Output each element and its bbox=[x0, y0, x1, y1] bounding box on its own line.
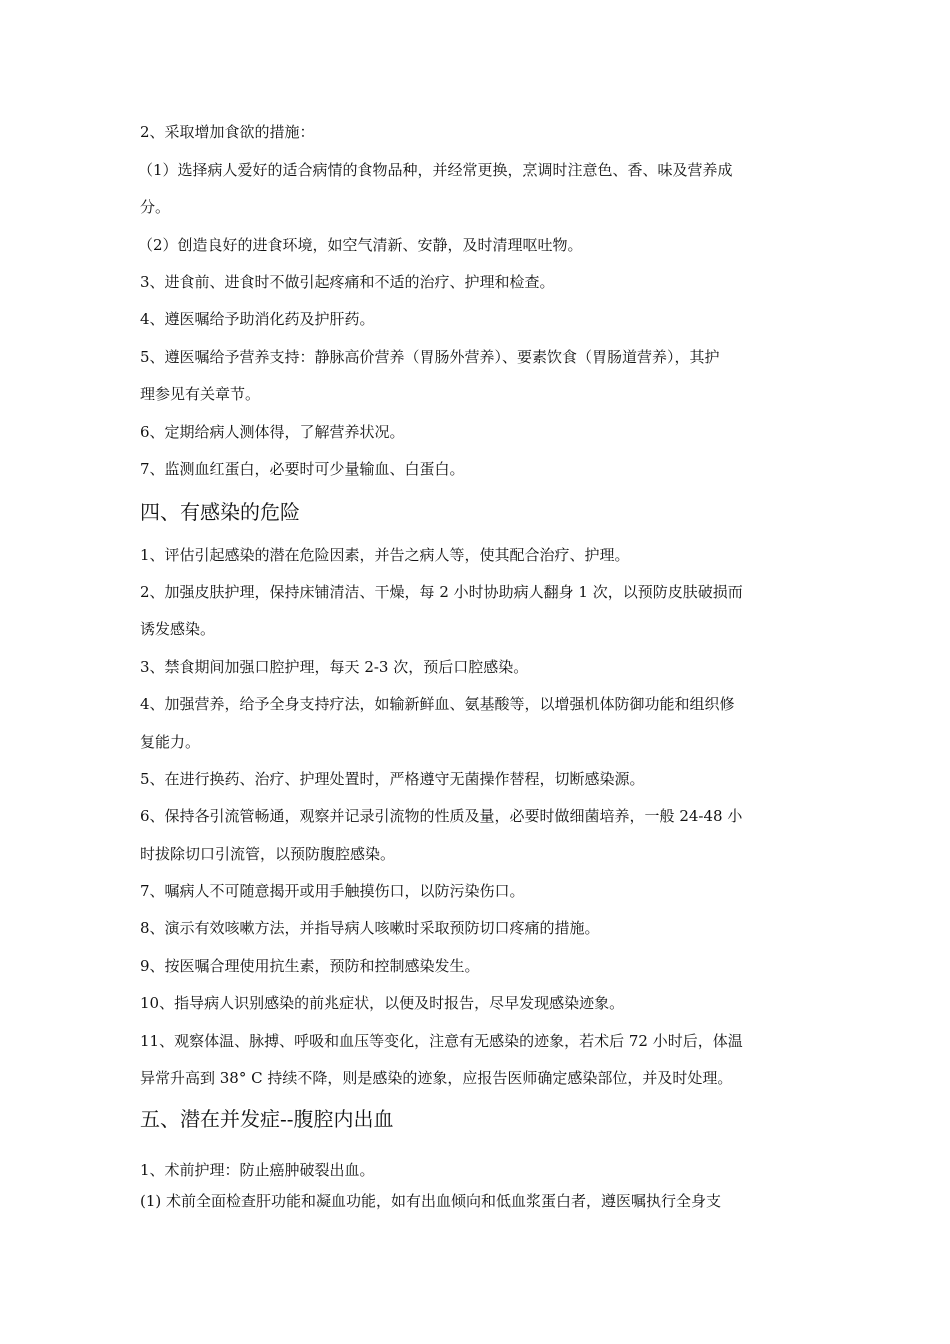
text-line: 9、按医嘱合理使用抗生素，预防和控制感染发生。 bbox=[140, 957, 480, 975]
text-line: 10、指导病人识别感染的前兆症状，以便及时报告，尽早发现感染迹象。 bbox=[140, 994, 625, 1012]
text-line: 7、监测血红蛋白，必要时可少量输血、白蛋白。 bbox=[140, 460, 465, 478]
text-line: 3、进食前、进食时不做引起疼痛和不适的治疗、护理和检查。 bbox=[140, 273, 555, 291]
text-line: 11、观察体温、脉搏、呼吸和血压等变化，注意有无感染的迹象，若术后 72 小时后，体温 bbox=[140, 1032, 743, 1050]
section-heading: 四、有感染的危险 bbox=[140, 500, 300, 524]
text-line: 8、演示有效咳嗽方法，并指导病人咳嗽时采取预防切口疼痛的措施。 bbox=[140, 919, 600, 937]
text-line: 2、加强皮肤护理，保持床铺清洁、干燥，每 2 小时协助病人翻身 1 次，以预防皮肤破损而 bbox=[140, 583, 743, 601]
text-line: 1、评估引起感染的潜在危险因素，并告之病人等，使其配合治疗、护理。 bbox=[140, 546, 630, 564]
text-line: 时拔除切口引流管，以预防腹腔感染。 bbox=[140, 845, 396, 863]
text-line: 6、定期给病人测体得，了解营养状况。 bbox=[140, 423, 405, 441]
text-line: 1、术前护理：防止癌肿破裂出血。 bbox=[140, 1161, 375, 1179]
text-line: 6、保持各引流管畅通，观察并记录引流物的性质及量，必要时做细菌培养，一般 24-48 小 bbox=[140, 807, 743, 825]
section-heading: 五、潜在并发症--腹腔内出血 bbox=[140, 1107, 394, 1131]
text-line: （1）选择病人爱好的适合病情的食物品种，并经常更换，烹调时注意色、香、味及营养成 bbox=[138, 161, 733, 179]
text-line: 诱发感染。 bbox=[140, 620, 216, 638]
text-line: 5、在进行换药、治疗、护理处置时，严格遵守无菌操作替程，切断感染源。 bbox=[140, 770, 645, 788]
text-line: 理参见有关章节。 bbox=[140, 385, 261, 403]
text-line: 复能力。 bbox=[140, 733, 201, 751]
text-line: 分。 bbox=[140, 198, 171, 216]
text-line: 4、加强营养，给予全身支持疗法，如输新鲜血、氨基酸等，以增强机体防御功能和组织修 bbox=[140, 695, 735, 713]
text-line: 5、遵医嘱给予营养支持：静脉高价营养（胃肠外营养）、要素饮食（胃肠道营养），其护 bbox=[140, 348, 720, 366]
text-line: 7、嘱病人不可随意揭开或用手触摸伤口，以防污染伤口。 bbox=[140, 882, 525, 900]
text-line: 2、采取增加食欲的措施： bbox=[140, 123, 315, 141]
text-line: （2）创造良好的进食环境，如空气清新、安静，及时清理呕吐物。 bbox=[138, 236, 583, 254]
text-line: 4、遵医嘱给予助消化药及护肝药。 bbox=[140, 310, 375, 328]
text-line: (1) 术前全面检查肝功能和凝血功能，如有出血倾向和低血浆蛋白者，遵医嘱执行全身支 bbox=[140, 1192, 722, 1210]
text-line: 异常升高到 38° C 持续不降，则是感染的迹象，应报告医师确定感染部位，并及时处理。 bbox=[140, 1069, 733, 1087]
text-line: 3、禁食期间加强口腔护理，每天 2-3 次，预后口腔感染。 bbox=[140, 658, 529, 676]
